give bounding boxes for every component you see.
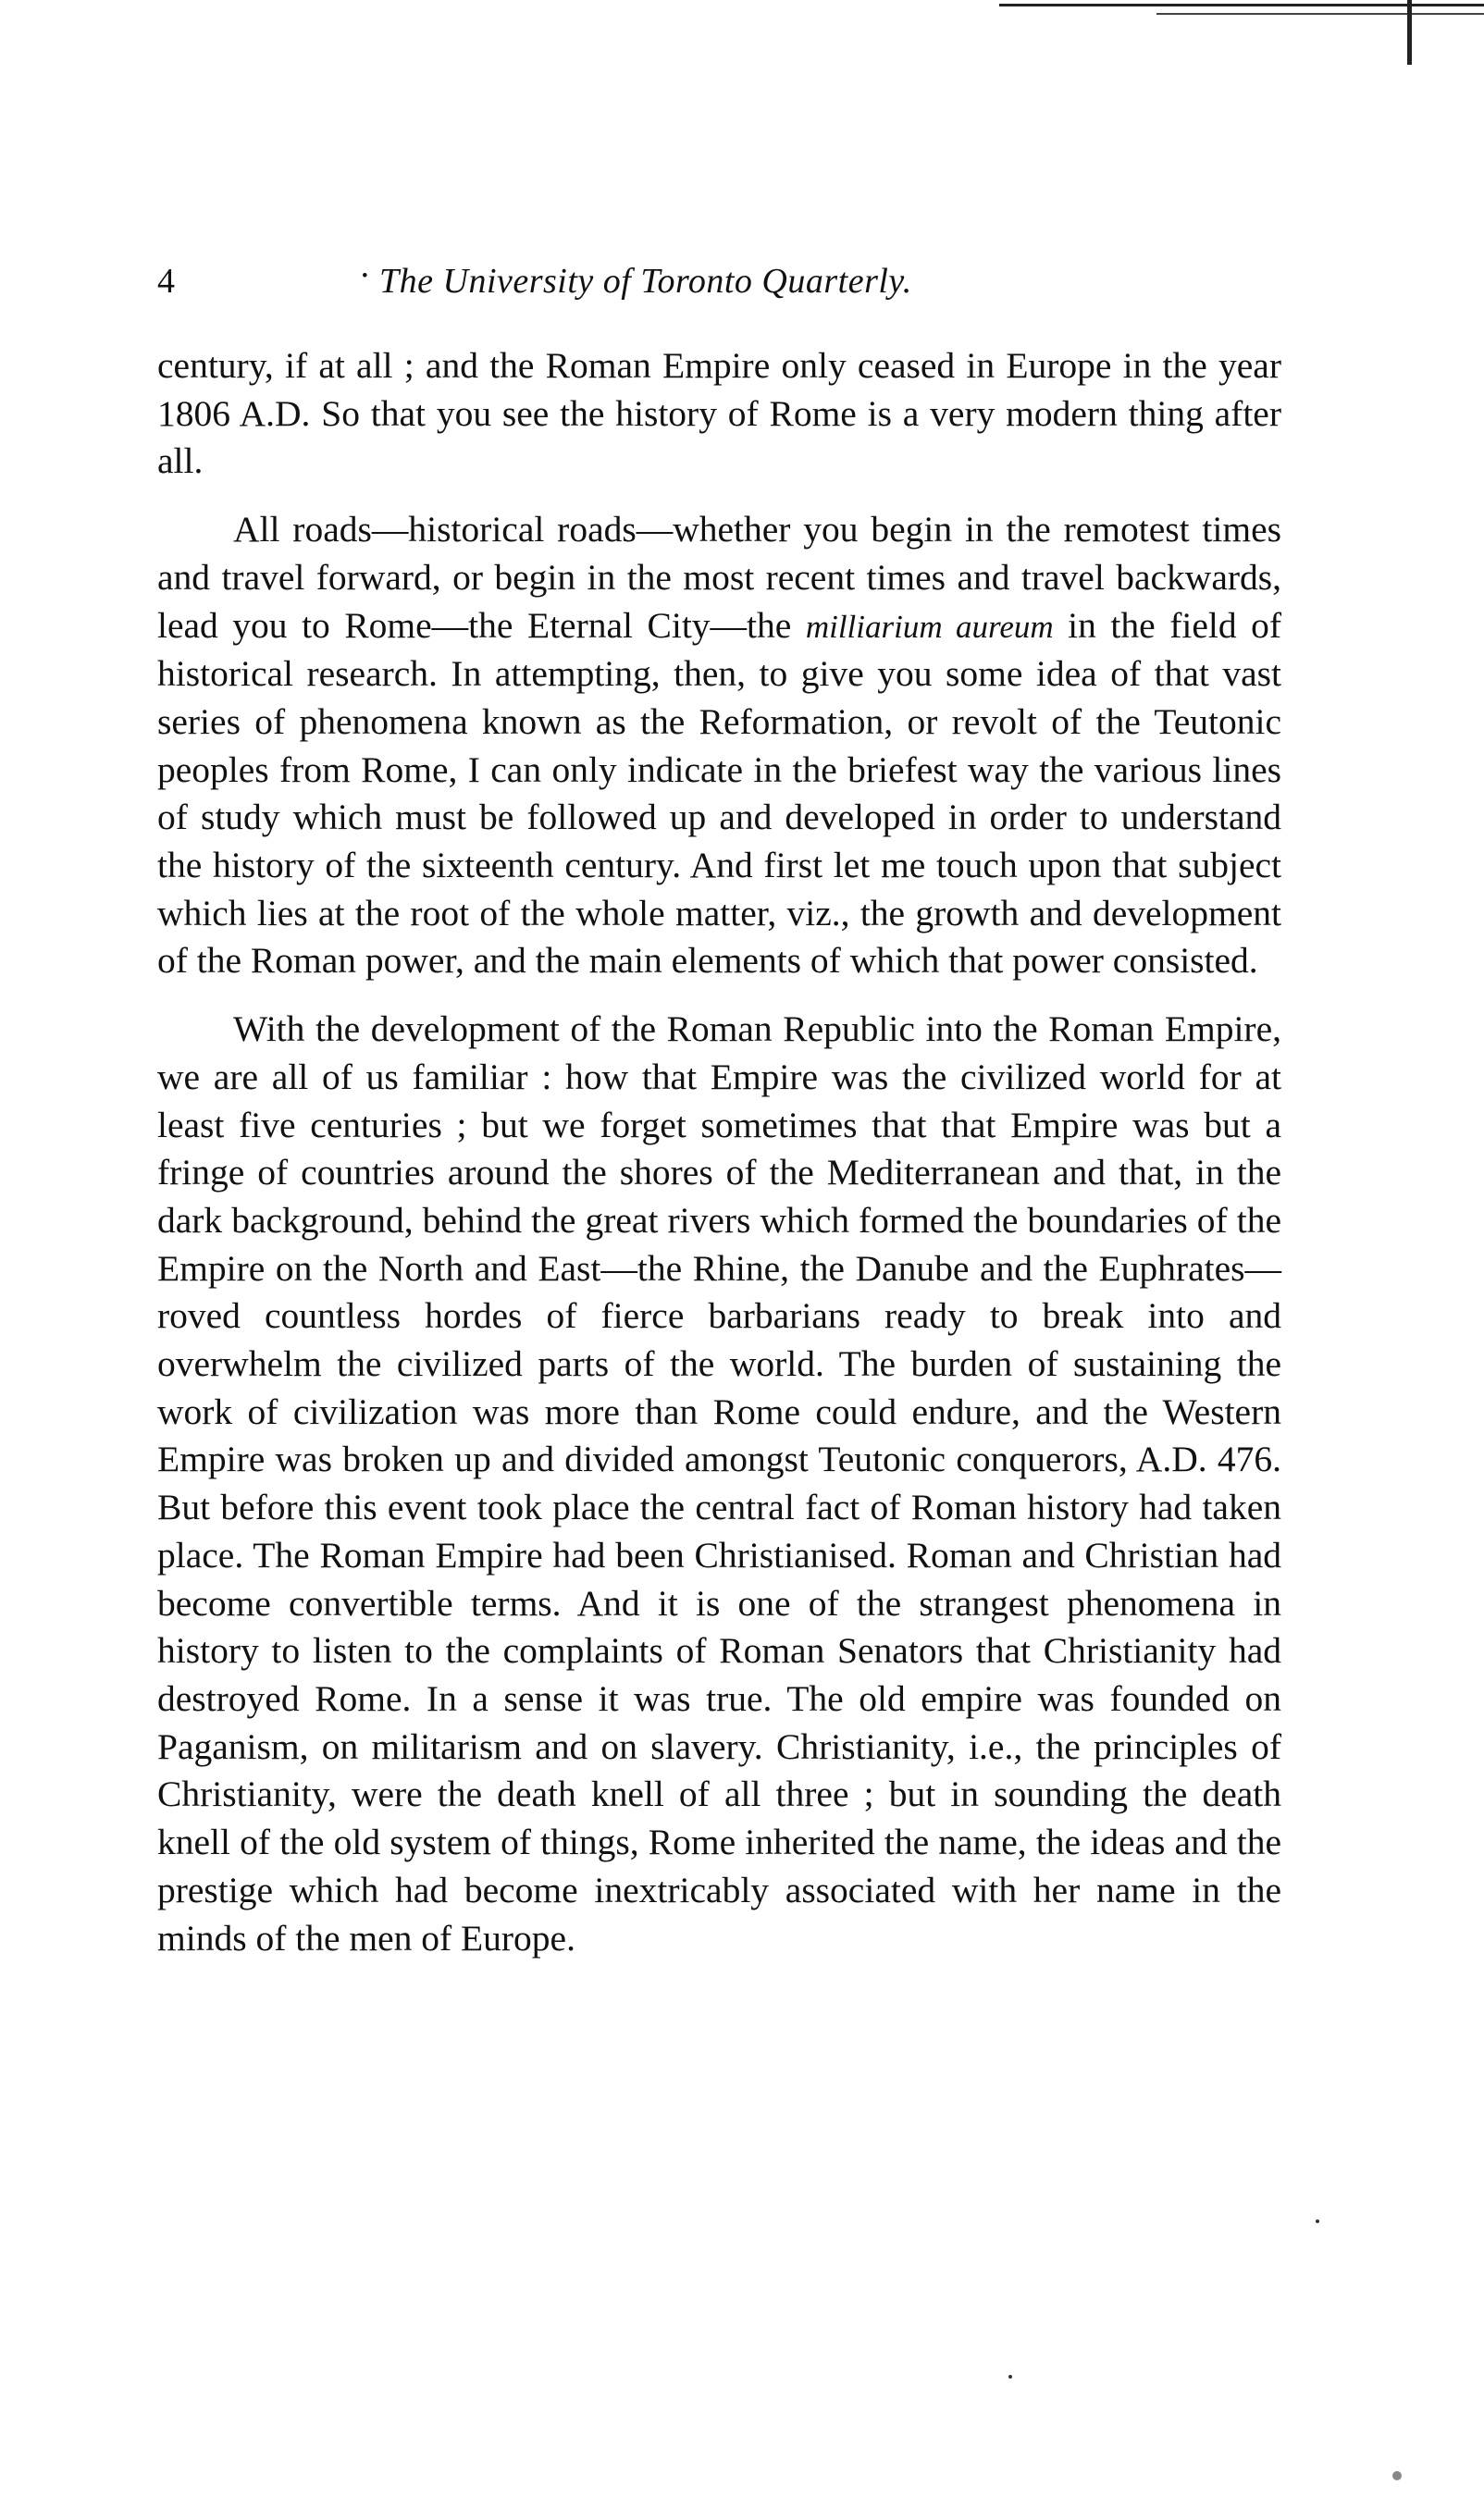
article-body [157, 342, 1281, 1983]
corner-smudge [1392, 2471, 1402, 2480]
paragraph-1 [157, 342, 1281, 486]
paragraph-3 [157, 1006, 1281, 1962]
paragraph-1-text: century, if at all ; and the Roman Empire only ceased in Europe in the year 1806 A.D. So that you see the history of Rome is a very modern thing after all. [157, 345, 1281, 482]
header-separator: · [359, 256, 371, 295]
top-edge-rule-secondary [1156, 13, 1484, 15]
paragraph-2-text-start: All roads—historical roads—whether you begin in the remotest times and travel forward, or begin in the most recent times and travel backwards, lead you to Rome—the Eternal City—the [157, 509, 1281, 646]
edge-binding-mark [1407, 0, 1412, 65]
stray-ink-dot [1008, 2375, 1012, 2379]
stray-ink-dot [1316, 2219, 1319, 2223]
paragraph-2 [157, 506, 1281, 985]
paragraph-2-text-end: in the field of historical research. In attempting, then, to give you some idea of that vast series of phenomena known as the Reformation, or revolt of the Teutonic peoples from Rome, I can only indicate in the briefest way the various lines of study which must be followed up and developed in order to understand the history of the sixteenth century. And first let me touch upon that subject which lies at the root of the whole matter, viz., the growth and development of the Roman power, and the main elements of which that power consisted. [157, 604, 1281, 982]
running-title: The University of Toronto Quarterly. [379, 262, 912, 301]
paragraph-2-italic-phrase: milliarium aureum [805, 608, 1054, 645]
page-number: 4 [157, 262, 175, 301]
paragraph-3-text: With the development of the Roman Republic into the Roman Empire, we are all of us familiar : how that Empire was the civilized world for at least five centuries ; but we forget sometimes that that Empire was but a fringe of countries around the shores of the Mediterranean and that, in the dark background, behind the great rivers which formed the boundaries of the Empire on the North and East—the Rhine, the Danube and the Euphrates—roved countless hordes of fierce barbarians ready to break into and overwhelm the civilized parts of the world. The burden of sustaining the work of civilization was more than Rome could endure, and the Western Empire was broken up and divided amongst Teutonic conquerors, A.D. 476. But before this event took place the central fact of Roman history had taken place. The Roman Empire had been Christianised. Roman and Christian had become convertible terms. And it is one of the strangest phenomena in history to listen to the complaints of Roman Senators that Christianity had destroyed Rome. In a sense it was true. The old empire was founded on Paganism, on militarism and on slavery. Christianity, i.e., the principles of Christianity, were the death knell of all three ; but in sounding the death knell of the old system of things, Rome inherited the name, the ideas and the prestige which had become inextricably associated with her name in the minds of the men of Europe. [157, 1008, 1281, 1959]
page-header [157, 256, 1305, 316]
